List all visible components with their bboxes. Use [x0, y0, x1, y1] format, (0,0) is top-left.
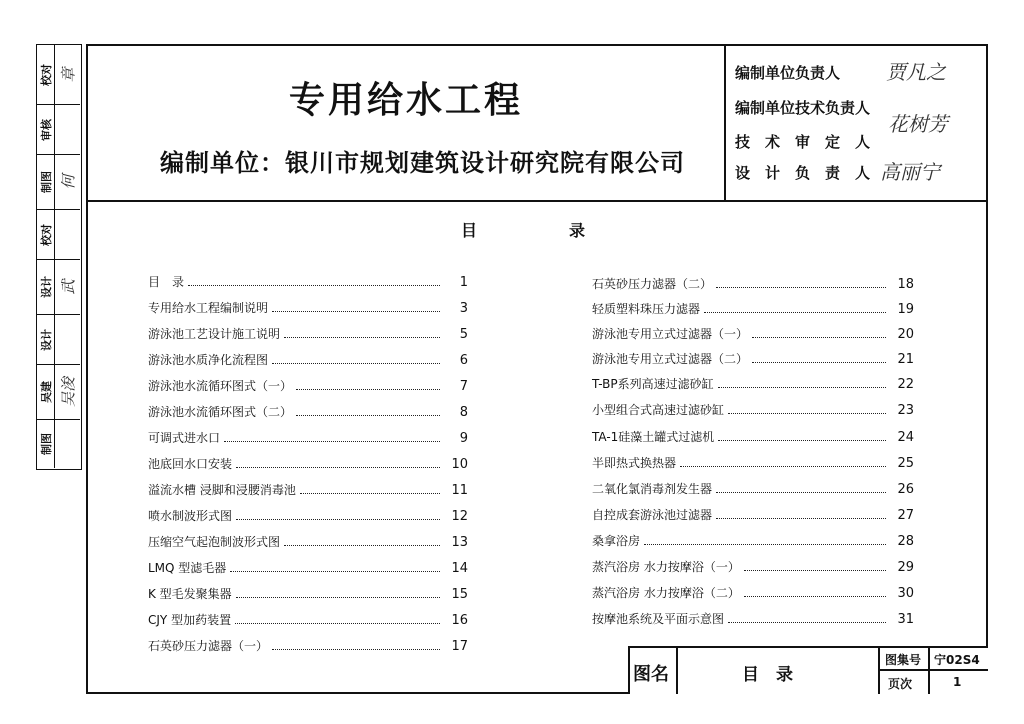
- atlas-no: 宁02S4: [934, 653, 980, 667]
- toc-entry-title: T-BP系列高速过滤砂缸: [592, 377, 714, 391]
- responsibility-signature: 贾凡之: [886, 60, 946, 84]
- toc-entry-title: 桑拿浴房: [592, 534, 641, 548]
- toc-entry-title: 溢流水槽 浸脚和浸腰消毒池: [148, 483, 296, 497]
- toc-entry[interactable]: [148, 296, 468, 316]
- toc-entry-title: 自控成套游泳池过滤器: [592, 508, 713, 522]
- toc-entry[interactable]: [592, 398, 914, 418]
- toc-entry-page: 13: [451, 535, 468, 550]
- toc-entry-page: 1: [459, 275, 468, 290]
- toc-entry-title: 池底回水口安装: [148, 457, 233, 471]
- toc-entry-page: 27: [897, 508, 914, 523]
- toc-entry-title: 游泳池工艺设计施工说明: [148, 327, 281, 341]
- toc-entry-title: K 型毛发聚集器: [148, 587, 232, 601]
- toc-entry-title: TA-1硅藻土罐式过滤机: [592, 430, 715, 444]
- toc-entry[interactable]: [148, 322, 468, 342]
- toc-entry[interactable]: [148, 478, 468, 498]
- toc-entry-title: 游泳池水质净化流程图: [148, 353, 269, 367]
- title-block-divider: [878, 669, 988, 671]
- toc-entry-title: 喷水制波形式图: [148, 509, 233, 523]
- toc-entry-title: 可调式进水口: [148, 431, 221, 445]
- toc-entry-title: 蒸汽浴房 水力按摩浴（一）: [592, 560, 740, 574]
- toc-heading-right: 录: [569, 221, 586, 240]
- sidebar-cell: [37, 210, 80, 260]
- toc-entry-page: 17: [451, 639, 468, 654]
- toc-entry-page: 25: [897, 456, 914, 471]
- toc-heading-left: 目: [461, 221, 478, 240]
- toc-entry[interactable]: [592, 322, 914, 342]
- toc-entry[interactable]: [592, 477, 914, 497]
- toc-entry[interactable]: [592, 503, 914, 523]
- toc-entry[interactable]: [148, 556, 468, 576]
- toc-entry-page: 24: [897, 430, 914, 445]
- sidebar-cell: [37, 155, 80, 210]
- sidebar-cell: [37, 365, 80, 420]
- toc-entry-page: 11: [451, 483, 468, 498]
- toc-entry-title: CJY 型加药装置: [148, 613, 232, 627]
- toc-entry[interactable]: [592, 451, 914, 471]
- compiling-unit: 编制单位：银川市规划建筑设计研究院有限公司: [160, 149, 685, 177]
- responsibility-role: 技 术 审 定 人: [735, 133, 871, 151]
- drawing-name-label: 图名: [633, 664, 669, 685]
- toc-entry-page: 19: [897, 302, 914, 317]
- toc-entry[interactable]: [148, 634, 468, 654]
- page-number: 1: [953, 675, 962, 689]
- toc-entry-title: LMQ 型滤毛器: [148, 561, 227, 575]
- toc-entry-title: 游泳池专用立式过滤器（二）: [592, 352, 749, 366]
- toc-entry-title: 半即热式换热器: [592, 456, 677, 470]
- toc-entry-page: 6: [459, 353, 468, 368]
- toc-entry[interactable]: [148, 582, 468, 602]
- toc-entry-title: 蒸汽浴房 水力按摩浴（二）: [592, 586, 740, 600]
- toc-entry[interactable]: [592, 372, 914, 392]
- toc-entry-page: 8: [459, 405, 468, 420]
- toc-entry-page: 26: [897, 482, 914, 497]
- responsibility-signature: 高丽宁: [880, 160, 940, 184]
- toc-entry-page: 28: [897, 534, 914, 549]
- toc-entry-title: 二氧化氯消毒剂发生器: [592, 482, 713, 496]
- sidebar-cell: [37, 260, 80, 315]
- sidebar-role: 设计: [39, 276, 53, 298]
- toc-entry[interactable]: [148, 608, 468, 628]
- toc-entry-page: 14: [451, 561, 468, 576]
- toc-entry-page: 21: [897, 352, 914, 367]
- sidebar-role: 校对: [39, 63, 53, 86]
- page-label: 页次: [888, 677, 913, 691]
- sidebar-role: 制图: [39, 171, 53, 193]
- toc-entry-title: 目 录: [148, 275, 185, 289]
- toc-entry[interactable]: [592, 425, 914, 445]
- toc-entry-page: 5: [459, 327, 468, 342]
- sidebar-role: 吴建: [39, 381, 53, 403]
- toc-entry[interactable]: [148, 452, 468, 472]
- toc-entry-title: 石英砂压力滤器（一）: [148, 639, 269, 653]
- sidebar-role: 制图: [39, 433, 53, 455]
- toc-entry-title: 压缩空气起泡制波形式图: [148, 535, 281, 549]
- toc-entry-title: 按摩池系统及平面示意图: [592, 612, 725, 626]
- title-block-divider: [676, 646, 678, 694]
- toc-entry-title: 小型组合式高速过滤砂缸: [592, 403, 725, 417]
- toc-entry-page: 12: [451, 509, 468, 524]
- toc-entry-page: 10: [451, 457, 468, 472]
- toc-entry[interactable]: [592, 347, 914, 367]
- toc-entry[interactable]: [592, 555, 914, 575]
- sidebar-cell: [37, 45, 80, 105]
- toc-entry[interactable]: [592, 297, 914, 317]
- toc-entry-page: 22: [897, 377, 914, 392]
- toc-entry[interactable]: [592, 581, 914, 601]
- toc-entry-title: 石英砂压力滤器（二）: [592, 277, 713, 291]
- sidebar-role: 审核: [39, 118, 53, 141]
- sidebar-role: 校对: [39, 223, 53, 246]
- toc-entry-page: 23: [897, 403, 914, 418]
- toc-entry-title: 游泳池水流循环图式（二）: [148, 405, 293, 419]
- header-divider: [86, 200, 988, 202]
- toc-entry-title: 专用给水工程编制说明: [148, 301, 269, 315]
- toc-entry-page: 9: [459, 431, 468, 446]
- signature-sidebar: [36, 44, 82, 470]
- toc-entry-page: 20: [897, 327, 914, 342]
- toc-entry-page: 15: [451, 587, 468, 602]
- atlas-no-label: 图集号: [885, 653, 922, 667]
- toc-entry[interactable]: [148, 348, 468, 368]
- responsibility-role: 编制单位负责人: [735, 64, 841, 82]
- toc-entry-title: 游泳池水流循环图式（一）: [148, 379, 293, 393]
- toc-entry[interactable]: [148, 504, 468, 524]
- toc-entry[interactable]: [148, 270, 468, 290]
- toc-entry-title: 轻质塑料珠压力滤器: [592, 302, 701, 316]
- toc-entry-page: 31: [897, 612, 914, 627]
- toc-entry[interactable]: [592, 529, 914, 549]
- toc-entry-page: 18: [897, 277, 914, 292]
- toc-entry[interactable]: [148, 426, 468, 446]
- drawing-name: 目 录: [742, 665, 793, 685]
- responsibility-role: 设 计 负 责 人: [735, 164, 871, 182]
- sidebar-signature: 何: [59, 174, 77, 190]
- toc-entry-page: 7: [459, 379, 468, 394]
- sidebar-signature: 吴浚: [59, 376, 77, 408]
- sidebar-cell: [37, 105, 80, 155]
- sidebar-signature: 章: [59, 66, 77, 83]
- responsibility-signature: 花树芳: [888, 112, 948, 136]
- sidebar-signature: 武: [59, 279, 77, 295]
- sidebar-cell: [37, 315, 80, 365]
- responsibility-role: 编制单位技术负责人: [735, 99, 871, 117]
- toc-entry[interactable]: [592, 607, 914, 627]
- toc-entry[interactable]: [148, 374, 468, 394]
- toc-entry-page: 29: [897, 560, 914, 575]
- toc-entry-page: 3: [459, 301, 468, 316]
- toc-entry-page: 16: [451, 613, 468, 628]
- toc-entry[interactable]: [592, 272, 914, 292]
- toc-entry-page: 30: [897, 586, 914, 601]
- toc-entry-title: 游泳池专用立式过滤器（一）: [592, 327, 749, 341]
- sidebar-role: 设计: [39, 328, 53, 351]
- toc-entry[interactable]: [148, 400, 468, 420]
- toc-entry[interactable]: [148, 530, 468, 550]
- sidebar-cell: [37, 420, 80, 468]
- page-title: 专用给水工程: [288, 80, 523, 121]
